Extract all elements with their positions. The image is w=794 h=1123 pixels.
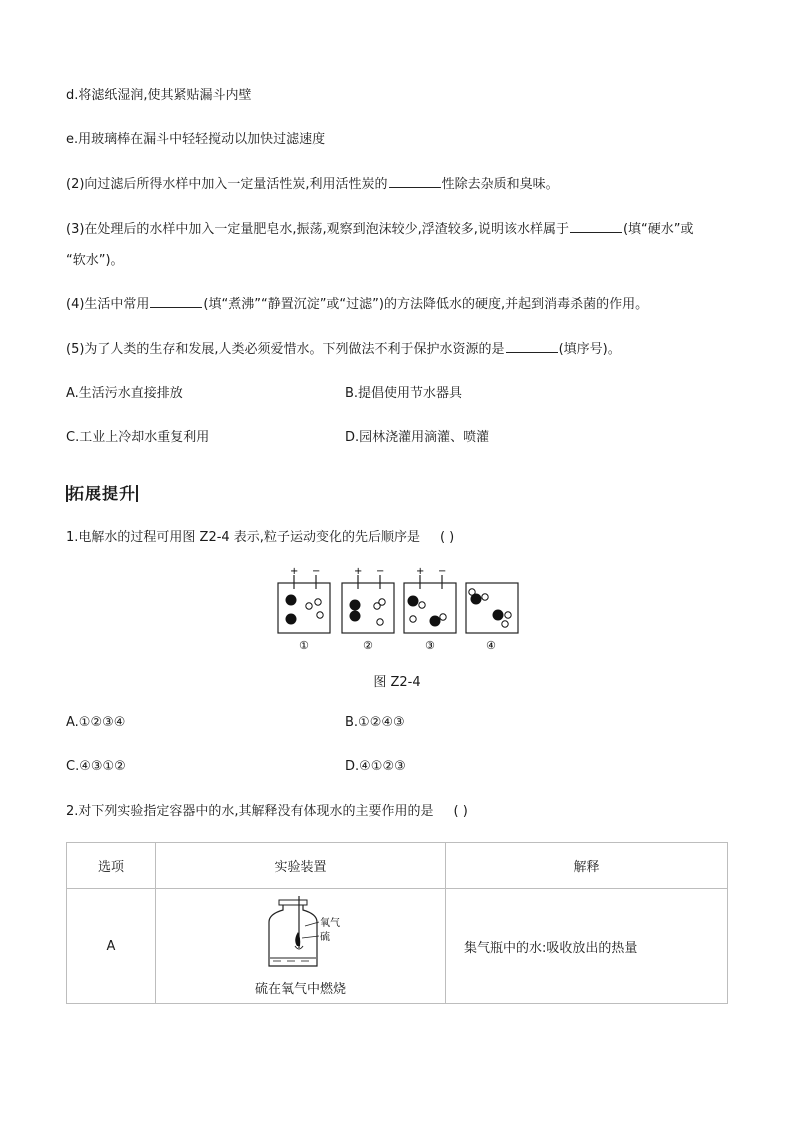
row-explanation: 集气瓶中的水:吸收放出的热量 [446,889,728,1004]
q3-text-after: (填“硬水”或 [622,222,694,237]
table-row [67,889,728,1004]
figure-caption: 图 Z2-4 [373,675,421,690]
ext-q1-answer-paren[interactable]: ( ) [439,530,455,545]
q3-blank[interactable] [570,220,622,233]
panel-2-plus: + [354,566,363,577]
step-e: e.用玻璃棒在漏斗中轻轻搅动以加快过滤速度 [66,132,326,147]
q2-text-after: 性除去杂质和臭味。 [441,177,559,192]
header-explanation: 解释 [446,843,728,889]
q4-text-after: (填“煮沸”“静置沉淀”或“过滤”)的方法降低水的硬度,并起到消毒杀菌的作用。 [203,297,649,312]
panel-1-minus: − [312,566,321,577]
q5-option-a[interactable]: A.生活污水直接排放 [66,386,183,401]
panel-4-label: ④ [486,639,496,652]
figure-panel-3 [404,566,456,652]
panel-3-label: ③ [425,639,435,652]
step-d: d.将滤纸湿润,使其紧贴漏斗内壁 [66,88,252,103]
header-apparatus: 实验装置 [156,843,446,889]
ext-q2-answer-paren[interactable]: ( ) [453,804,468,819]
figure-panel-1 [278,566,330,652]
q3-text-before: (3)在处理后的水样中加入一定量肥皂水,振荡,观察到泡沫较少,浮渣较多,说明该水样属于 [66,222,569,237]
section-title-text: 拓展提升 [68,484,137,503]
figure-panel-4 [466,583,518,652]
section-title [66,481,138,504]
ext-q1-option-c[interactable]: C.④③①② [66,759,126,774]
question-5 [66,340,621,359]
q2-blank[interactable] [389,175,441,188]
q5-text-before: (5)为了人类的生存和发展,人类必须爱惜水。下列做法不利于保护水资源的是 [66,342,505,357]
ext-q1-option-d[interactable]: D.④①②③ [345,759,406,774]
panel-3-plus: + [416,566,425,577]
title-bar-right [136,485,138,502]
panel-2-minus: − [376,566,385,577]
q2-text-before: (2)向过滤后所得水样中加入一定量活性炭,利用活性炭的 [66,177,388,192]
label-sulfur: 硫 [319,931,330,943]
experiment-table [66,842,728,1004]
panel-3-minus: − [438,566,447,577]
question-4 [66,295,648,314]
q4-blank[interactable] [150,295,202,308]
ext-q1-option-a[interactable]: A.①②③④ [66,715,126,730]
label-oxygen: 氧气 [319,917,340,929]
ext-question-1 [66,529,454,547]
q4-text-before: (4)生活中常用 [66,297,150,312]
panel-2-label: ② [363,639,373,652]
q5-blank[interactable] [506,340,558,353]
q5-option-b[interactable]: B.提倡使用节水器具 [345,386,463,401]
apparatus-caption: 硫在氧气中燃烧 [254,981,346,997]
q5-option-c[interactable]: C.工业上冷却水重复利用 [66,430,210,445]
row-option: A [67,889,156,1004]
panel-1-plus: + [290,566,299,577]
electrolysis-figure [276,565,526,655]
row-apparatus [156,889,446,1004]
sulfur-combustion-apparatus [261,896,341,972]
question-3-line2: “软水”)。 [66,253,124,268]
q5-option-d[interactable]: D.园林浇灌用滴灌、喷灌 [345,430,490,445]
header-option: 选项 [67,843,156,889]
question-2 [66,175,559,194]
panel-1-label: ① [299,639,309,652]
question-3 [66,220,694,239]
ext-q1-option-b[interactable]: B.①②④③ [345,715,405,730]
q5-text-after: (填序号)。 [558,342,621,357]
ext-q1-stem: 1.电解水的过程可用图 Z2-4 表示,粒子运动变化的先后顺序是 [66,530,420,545]
ext-q2-stem: 2.对下列实验指定容器中的水,其解释没有体现水的主要作用的是 [66,804,434,819]
table-header-row [67,843,728,889]
figure-panel-2 [342,566,394,652]
ext-question-2 [66,803,468,821]
